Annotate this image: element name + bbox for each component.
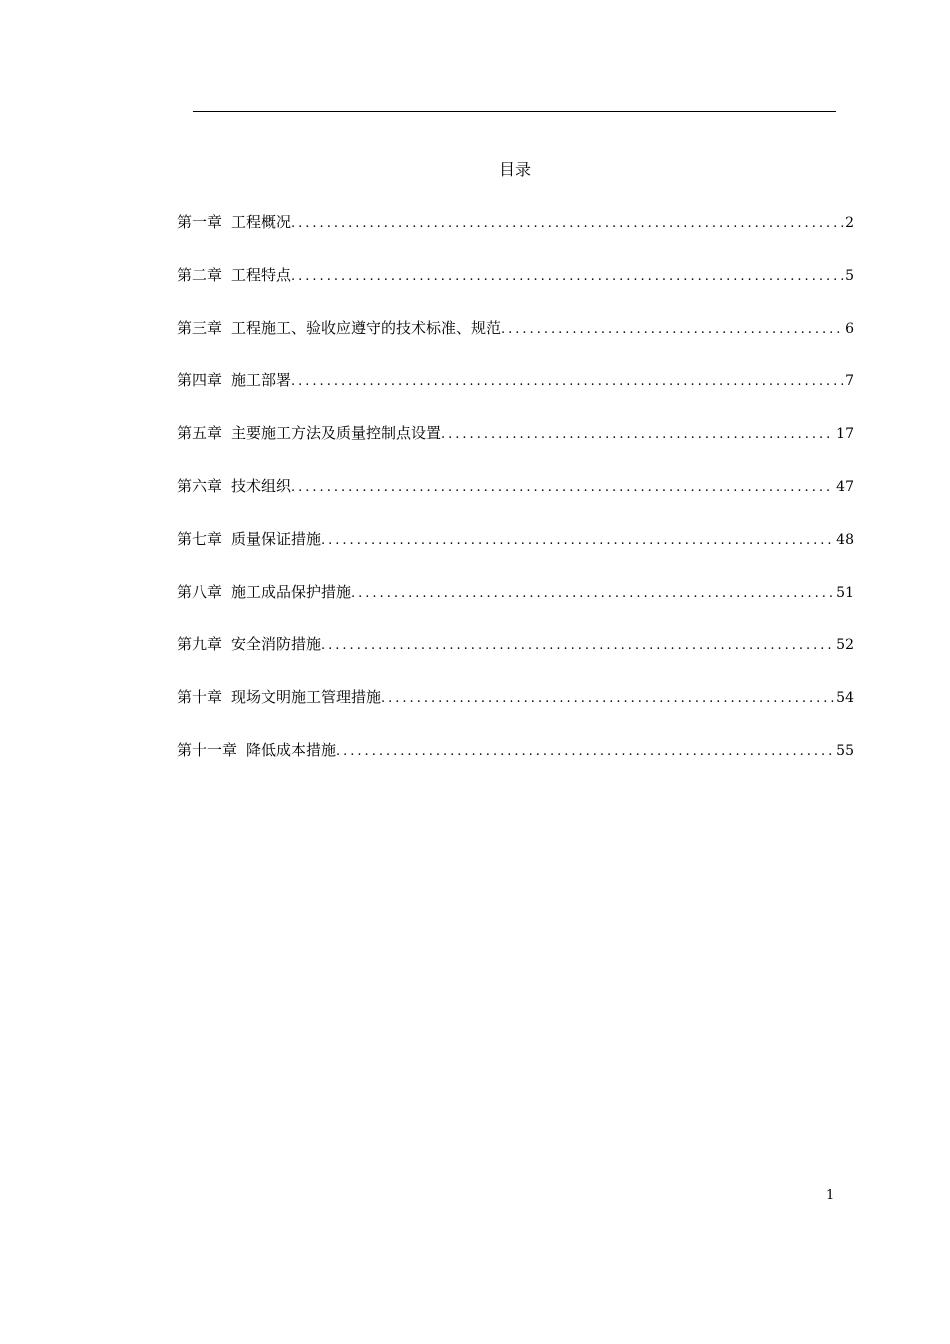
toc-page-number: 5 — [845, 267, 854, 284]
toc-leader-dots — [381, 688, 834, 710]
toc-chapter-title: 降低成本措施 — [246, 740, 337, 759]
toc-page-number: 2 — [845, 215, 854, 231]
toc-page-number: 55 — [836, 742, 854, 759]
toc-entry-3[interactable] — [177, 317, 854, 370]
toc-chapter-label: 第十一章 — [177, 740, 238, 759]
toc-leader-dots — [501, 319, 843, 341]
toc-chapter-title: 主要施工方法及质量控制点设置 — [231, 424, 442, 443]
toc-leader-dots — [291, 266, 843, 288]
toc-chapter-label: 第二章 — [177, 265, 223, 284]
toc-leader-dots — [321, 635, 834, 657]
toc-leader-dots — [351, 583, 834, 605]
toc-page-number: 52 — [836, 637, 854, 654]
toc-chapter-title: 施工部署 — [231, 371, 292, 390]
toc-leader-dots — [336, 741, 834, 763]
toc-page-number: 7 — [845, 373, 854, 390]
toc-entry-6[interactable] — [177, 475, 854, 528]
toc-chapter-title: 现场文明施工管理措施 — [231, 688, 382, 707]
toc-chapter-title: 安全消防措施 — [231, 635, 322, 654]
toc-title: 目录 — [498, 160, 531, 179]
toc-chapter-title: 施工成品保护措施 — [231, 582, 352, 601]
toc-leader-dots — [291, 213, 843, 235]
toc-chapter-label: 第五章 — [177, 424, 223, 443]
toc-entry-4[interactable] — [177, 369, 854, 422]
toc-entry-10[interactable] — [177, 686, 854, 739]
toc-chapter-title: 技术组织 — [231, 476, 292, 495]
toc-leader-dots — [291, 371, 843, 393]
toc-entry-9[interactable] — [177, 633, 854, 686]
toc-chapter-label: 第一章 — [177, 213, 223, 231]
toc-page-number: 6 — [845, 320, 854, 337]
toc-chapter-label: 第十章 — [177, 688, 223, 707]
toc-entry-11[interactable] — [177, 739, 854, 792]
toc-chapter-title: 工程特点 — [231, 265, 292, 284]
toc-leader-dots — [441, 424, 834, 446]
toc-page-number: 47 — [836, 478, 854, 495]
table-of-contents — [177, 211, 854, 792]
toc-entry-5[interactable] — [177, 422, 854, 475]
toc-page-number: 54 — [836, 690, 854, 707]
header-rule — [193, 111, 836, 112]
toc-page-number: 17 — [836, 426, 854, 443]
toc-chapter-title: 质量保证措施 — [231, 529, 322, 548]
toc-chapter-title: 工程概况 — [231, 213, 292, 231]
toc-chapter-label: 第八章 — [177, 582, 223, 601]
toc-chapter-label: 第三章 — [177, 318, 223, 337]
toc-leader-dots — [291, 477, 834, 499]
toc-page-number: 51 — [836, 584, 854, 601]
page-number: 1 — [826, 1188, 835, 1203]
toc-page-number: 48 — [836, 531, 854, 548]
toc-entry-2[interactable] — [177, 264, 854, 317]
toc-chapter-label: 第七章 — [177, 529, 223, 548]
toc-entry-1[interactable] — [177, 211, 854, 264]
toc-entry-8[interactable] — [177, 581, 854, 634]
toc-entry-7[interactable] — [177, 528, 854, 581]
toc-chapter-label: 第四章 — [177, 371, 223, 390]
toc-chapter-label: 第六章 — [177, 476, 223, 495]
toc-chapter-title: 工程施工、验收应遵守的技术标准、规范 — [231, 318, 502, 337]
toc-leader-dots — [321, 530, 834, 552]
toc-chapter-label: 第九章 — [177, 635, 223, 654]
